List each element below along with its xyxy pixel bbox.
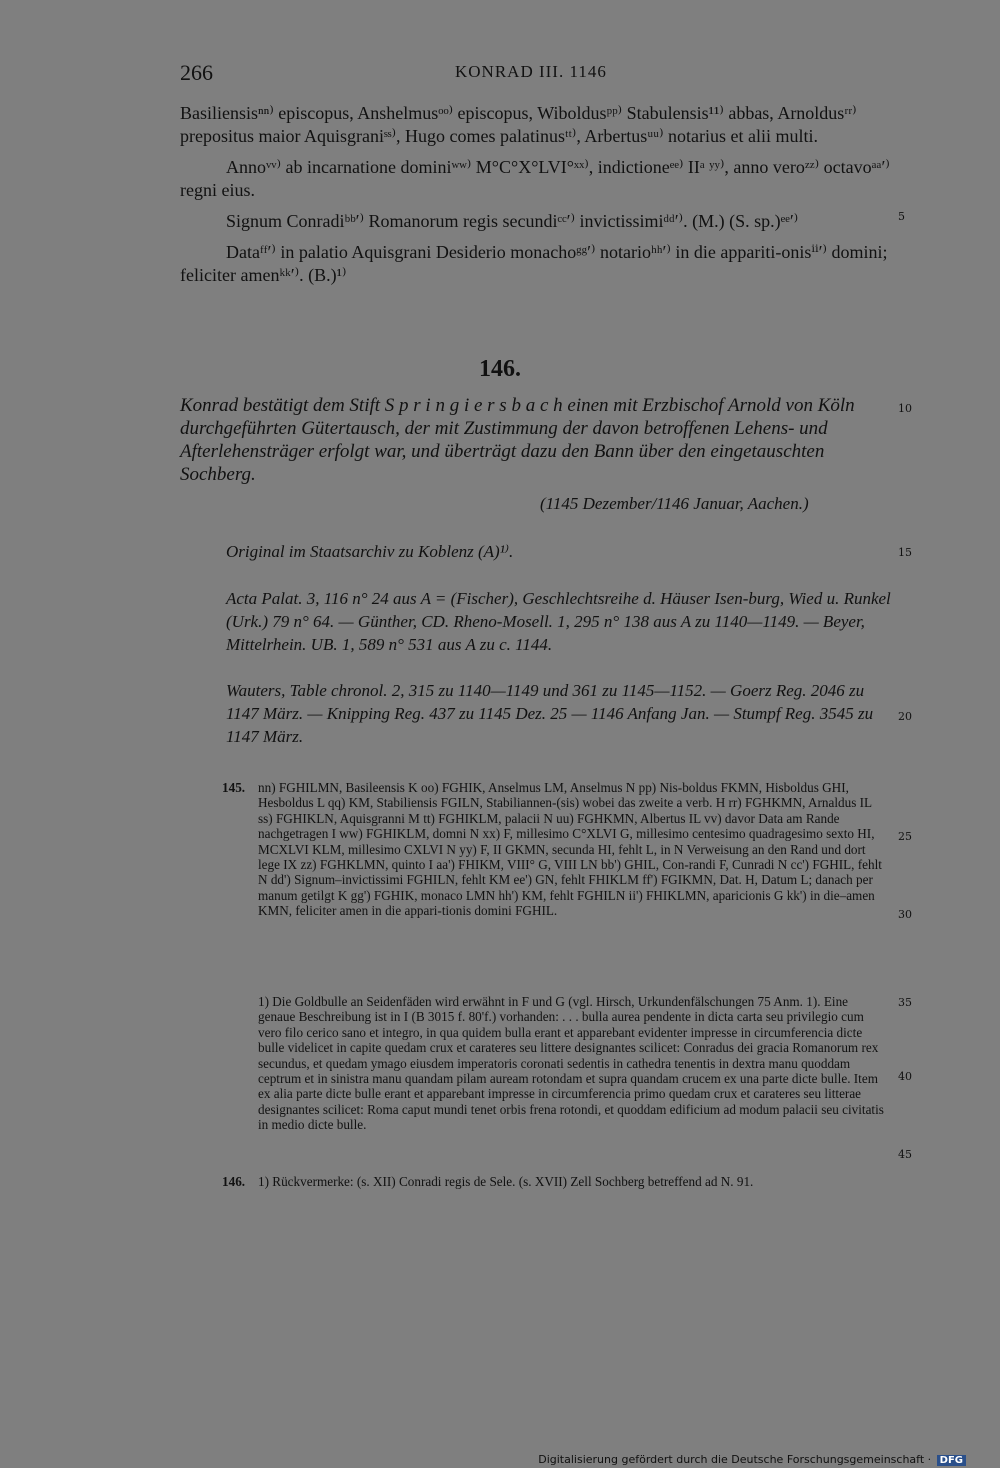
signum-paragraph: Signum Conradiᵇᵇ′⁾ Romanorum regis secundiᶜᶜ′⁾ invictissimiᵈᵈ′⁾. (M.) (S. sp.)ᵉᵉ′⁾ [226,211,799,231]
document-number: 146. [479,356,521,382]
dating-paragraph: Annoᵛᵛ⁾ ab incarnatione dominiʷʷ⁾ M°C°X°LVI°ˣˣ⁾, indictioneᵉᵉ⁾ IIᵃ ʸʸ⁾, anno veroᶻᶻ⁾ octavoᵃᵃ′⁾ regni eius. [180,157,890,200]
footnote-goldbulle: 1) Die Goldbulle an Seidenfäden wird erwähnt in F und G (vgl. Hirsch, Urkundenfälschungen 75 Anm. 1). Eine genaue Beschreibung ist in I (B 3015 f. 80'f.) vorhanden: . . . bulla aurea pendente in dicta carta seu privilegio cum vero filo cerico sano et integro, in qua quidem bulla erant et apparebant evidenter impresse in circumferencia dicte bulle videlicet in capite quedam crux et carateres seu littere designantes scilicet: Conradus dei gracia Romanorum rex secundus, et quedam ymago eiusdem imperatoris coronati sedentis in cathedra tenentis in dextra manu quoddam ceptrum et in sinistra manu quandam pilam auream rotondam et supra quandam crucem ex una parte dicte bulle. Item ex alia parte dicte bulle erant et apparebant impresse in circumferencia primo quedam crux et carateres seu litterae designantes scilicet: Roma caput mundi tenet orbis frena rotondi, et quoddam edificium ad modum palacii seu civitatis in medio dicte bulle. [258,994,884,1133]
line-number: 30 [898,908,912,921]
credit-text: Digitalisierung gefördert durch die Deutsche Forschungsgemeinschaft · [538,1453,932,1466]
charter-text [180,102,892,295]
dfg-credit [538,1453,966,1466]
page-number: 266 [180,60,213,85]
apparatus-text: 1) Rückvermerke: (s. XII) Conradi regis de Sele. (s. XVII) Zell Sochberg betreffend ad N. 91. [258,1174,754,1189]
date-place-line: (1145 Dezember/1146 Januar, Aachen.) [540,494,809,513]
regest-summary: Konrad bestätigt dem Stift S p r i n g i e r s b a c h einen mit Erzbischof Arnold von Köln durchgeführten Gütertausch, der mit Zustimmung der davon betroffenen Lehens- und Afterlehensträger erfolgt war, und überträgt dazu den Bann über den eingetauschten Sochberg. [180,395,855,485]
data-paragraph: Dataᶠᶠ′⁾ in palatio Aquisgrani Desiderio monachoᵍᵍ′⁾ notarioʰʰ′⁾ in die appariti-onisⁱⁱ′⁾ domini; feliciter amenᵏᵏ′⁾. (B.)¹⁾ [180,242,888,285]
note-label: 145. [222,780,246,795]
line-number: 10 [898,402,912,415]
apparatus-146 [222,1174,888,1189]
running-title: KONRAD III. 1146 [455,62,607,81]
line-number: 45 [898,1148,912,1161]
dfg-logo: DFG [937,1455,966,1466]
tradition-editions: Acta Palat. 3, 116 n° 24 aus A = (Fischer), Geschlechtsreihe d. Häuser Isen-burg, Wied u. Runkel (Urk.) 79 n° 64. — Günther, CD. Rheno-Mosell. 1, 295 n° 138 aus A zu 1140—1149. — Beyer, Mittelrhein. UB. 1, 589 n° 531 aus A zu c. 1144. [226,589,891,654]
note-label: 146. [222,1174,246,1189]
apparatus-145 [222,780,888,919]
tradition-regesta: Wauters, Table chronol. 2, 315 zu 1140—1149 und 361 zu 1145—1152. — Goerz Reg. 2046 zu 1147 März. — Knipping Reg. 437 zu 1145 Dez. 25 — 1146 Anfang Jan. — Stumpf Reg. 3545 zu 1147 März. [226,681,874,746]
line-number: 15 [898,546,912,559]
line-number: 40 [898,1070,912,1083]
line-number: 25 [898,830,912,843]
line-number: 35 [898,996,912,1009]
tradition-original: Original im Staatsarchiv zu Koblenz (A)¹⁾. [226,542,514,561]
witness-list-paragraph: Basiliensisⁿⁿ⁾ episcopus, Anshelmusᵒᵒ⁾ episcopus, Wiboldusᵖᵖ⁾ Stabulensis¹¹⁾ abbas, Arnoldusʳʳ⁾ prepositus maior Aquisgraniˢˢ⁾, Hugo comes palatinusᵗᵗ⁾, Arbertusᵘᵘ⁾ notarius et alii multi. [180,103,857,146]
apparatus-text: nn) FGHILMN, Basileensis K oo) FGHIK, Anselmus LM, Anselmus N pp) Nis-boldus FKMN, Hisboldus GHI, Hesboldus L qq) KM, Stabiliensis FGILN, Stabiliannen-(sis) wobei das zweite a verb. H rr) FGHKMN, Arnaldus IL ss) FGHIKLN, Aquisgranni M tt) FGHIKLM, palacii N uu) FGHKMN, Albertus IL vv) davor Data am Rande nachgetragen I ww) FGHIKLM, domni N xx) F, millesimo C°XLVI G, millesimo centesimo quadragesimo sexto HI, MCXLVI KLM, millesimo CXLVI N yy) F, II GKMN, secunda HI, fehlt L, in N Verweisung an den Rand und dort lege IX zz) FGHKLMN, quinto I aa') FHIKM, VIII° G, VIII LN bb') GHIL, Con-randi F, Cunradi N cc') FGHIL, fehlt N dd') Signum–invictissimi FGHILN, fehlt KM ee') GN, fehlt FHIKLM ff') FGIKMN, Dat. H, Datum L; danach per manum getilgt K gg') FGHIK, monaco LMN hh') KM, fehlt FGHILN ii') FHIKLMN, aparicionis G kk') in die–amen KMN, feliciter amen in die appari-tionis domini FGHIL. [258,780,882,919]
line-number: 5 [898,210,905,223]
line-number: 20 [898,710,912,723]
